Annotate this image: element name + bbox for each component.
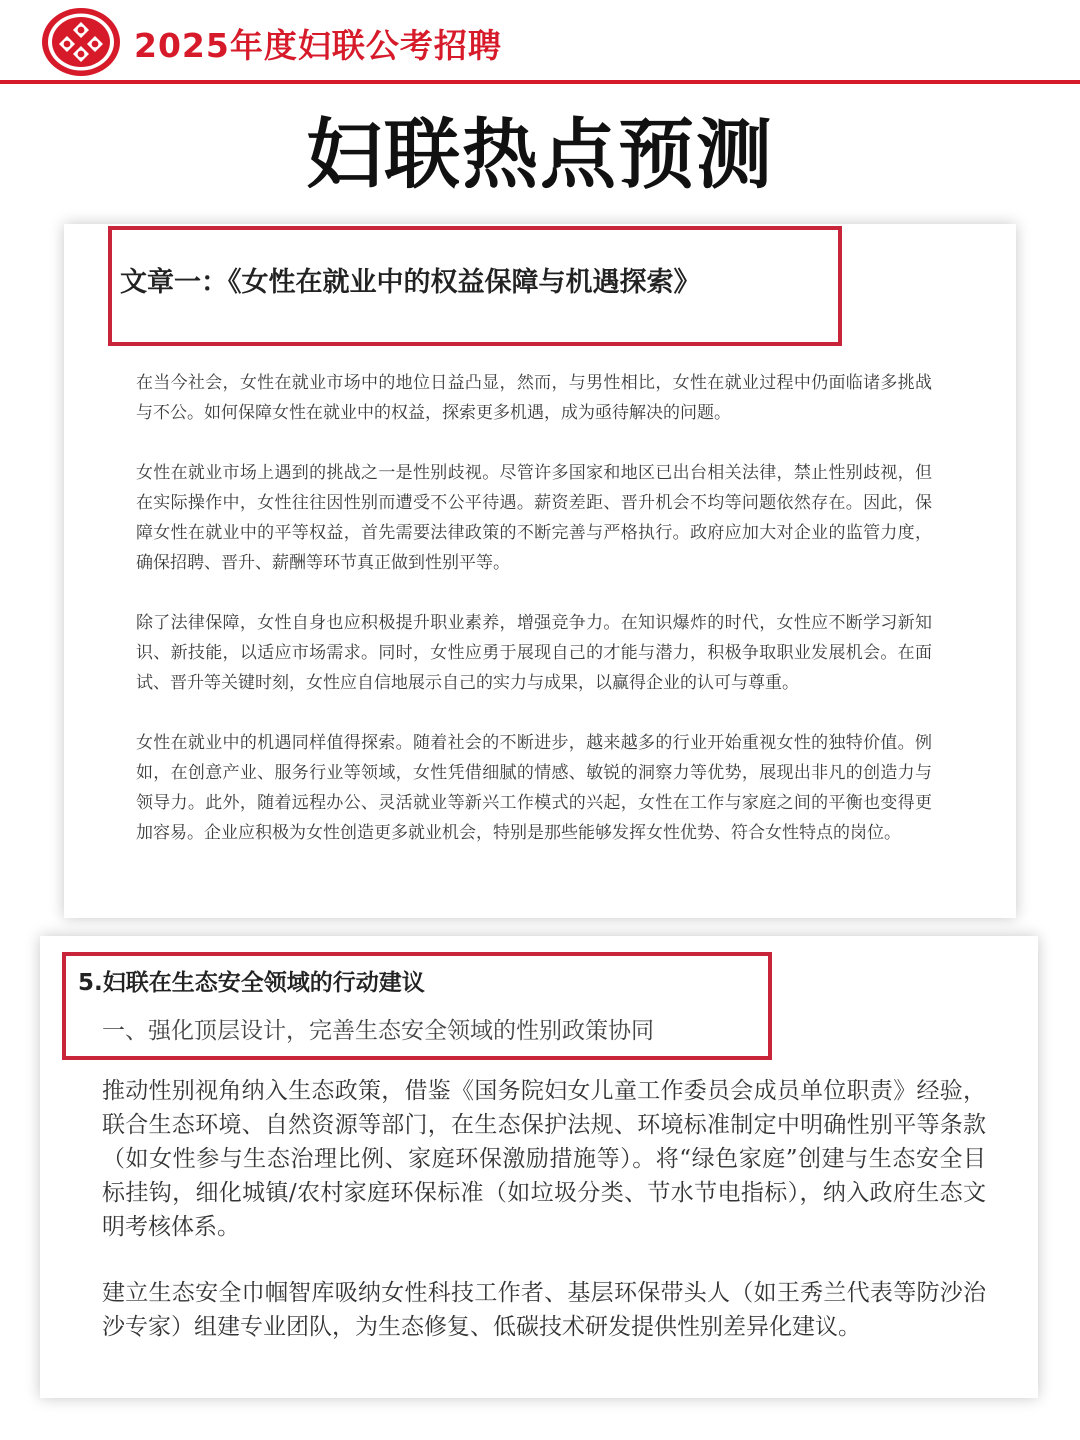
header-divider	[0, 80, 1080, 84]
section-body	[102, 1074, 986, 1376]
header-bar	[0, 0, 1080, 84]
suggestion-card	[40, 936, 1038, 1398]
article-card	[64, 224, 1016, 918]
article-paragraph: 除了法律保障，女性自身也应积极提升职业素养，增强竞争力。在知识爆炸的时代，女性应不断学习新知识、新技能，以适应市场需求。同时，女性应勇于展现自己的才能与潜力，积极争取职业发展机会。在面试、晋升等关键时刻，女性应自信地展示自己的实力与成果，以赢得企业的认可与尊重。	[136, 613, 932, 693]
page-title: 妇联热点预测	[306, 110, 774, 199]
section-subheading: 一、强化顶层设计，完善生态安全领域的性别政策协同	[102, 1018, 654, 1044]
section-paragraph: 建立生态安全巾帼智库吸纳女性科技工作者、基层环保带头人（如王秀兰代表等防沙治沙专家）组建专业团队，为生态修复、低碳技术研发提供性别差异化建议。	[102, 1280, 986, 1340]
section-paragraph: 推动性别视角纳入生态政策，借鉴《国务院妇女儿童工作委员会成员单位职责》经验，联合生态环境、自然资源等部门，在生态保护法规、环境标准制定中明确性别平等条款（如女性参与生态治理比例、家庭环保激励措施等）。将“绿色家庭”创建与生态安全目标挂钩，细化城镇/农村家庭环保标准（如垃圾分类、节水节电指标），纳入政府生态文明考核体系。	[102, 1078, 986, 1240]
article-paragraph: 在当今社会，女性在就业市场中的地位日益凸显，然而，与男性相比，女性在就业过程中仍面临诸多挑战与不公。如何保障女性在就业中的权益，探索更多机遇，成为亟待解决的问题。	[136, 373, 932, 423]
article-body	[136, 368, 932, 878]
header-title: 2025年度妇联公考招聘	[134, 26, 502, 65]
article-paragraph: 女性在就业中的机遇同样值得探索。随着社会的不断进步，越来越多的行业开始重视女性的独特价值。例如，在创意产业、服务行业等领域，女性凭借细腻的情感、敏锐的洞察力等优势，展现出非凡的创造力与领导力。此外，随着远程办公、灵活就业等新兴工作模式的兴起，女性在工作与家庭之间的平衡也变得更加容易。企业应积极为女性创造更多就业机会，特别是那些能够发挥女性优势、符合女性特点的岗位。	[136, 733, 932, 843]
article-title: 文章一：《女性在就业中的权益保障与机遇探索》	[120, 267, 701, 298]
article-paragraph: 女性在就业市场上遇到的挑战之一是性别歧视。尽管许多国家和地区已出台相关法律，禁止性别歧视，但在实际操作中，女性往往因性别而遭受不公平待遇。薪资差距、晋升机会不均等问题依然存在。因此，保障女性在就业中的平等权益，首先需要法律政策的不断完善与严格执行。政府应加大对企业的监管力度，确保招聘、晋升、薪酬等环节真正做到性别平等。	[136, 463, 932, 573]
women-federation-logo-icon	[40, 6, 122, 78]
section-heading: 5.妇联在生态安全领域的行动建议	[78, 970, 425, 996]
